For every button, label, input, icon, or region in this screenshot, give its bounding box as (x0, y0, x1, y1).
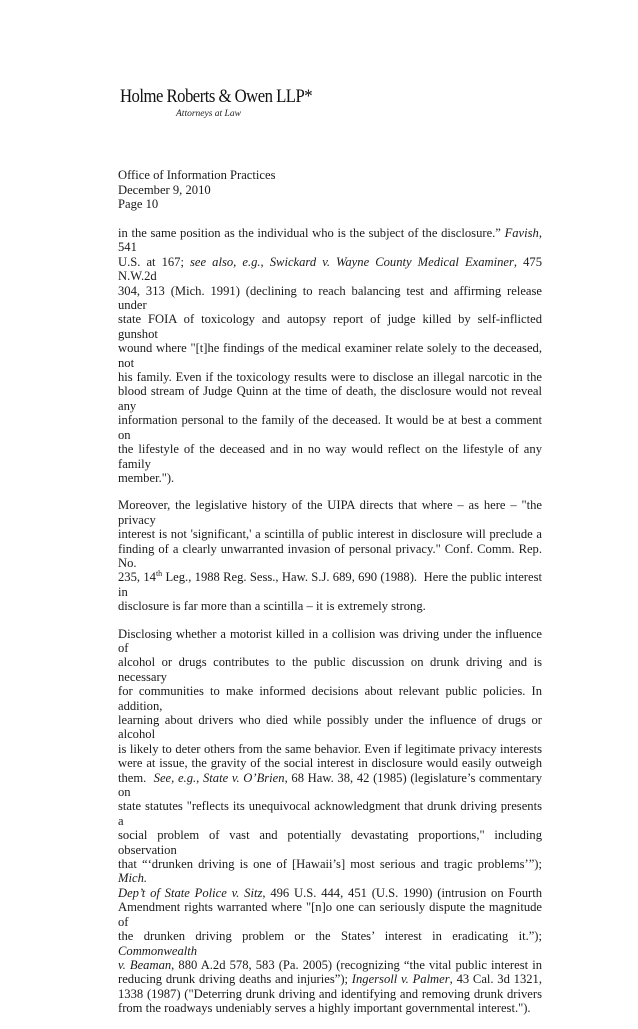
firm-name: Holme Roberts & Owen LLP* (120, 86, 313, 107)
body-line: in the same position as the individual who is the subject of the disclosure.” Favish, 541 (118, 226, 542, 255)
body-line: were at issue, the gravity of the social interest in disclosure would easily outweigh (118, 756, 542, 771)
body-line: finding of a clearly unwarranted invasion of personal privacy." Conf. Comm. Rep. No. (118, 541, 542, 570)
body-line: 1338 (1987) ("Deterring drunk driving and identifying and removing drunk drivers (118, 986, 542, 1001)
body-line: state statutes "reflects its unequivocal acknowledgment that drunk driving presents a (118, 799, 542, 828)
body-line: alcohol or drugs contributes to the public discussion on drunk driving and is necessary (118, 655, 542, 684)
body-line: Disclosing whether a motorist killed in a collision was driving under the influence of (118, 626, 542, 655)
body-line: his family. Even if the toxicology results were to disclose an illegal narcotic in the (118, 370, 542, 385)
body-line: Moreover, the legislative history of the UIPA directs that where – as here – "the privacy (118, 498, 542, 527)
body-line: U.S. at 167; see also, e.g., Swickard v. Wayne County Medical Examiner, 475 N.W.2d (118, 254, 543, 284)
body-line: interest is not 'significant,' a scintilla of public interest in disclosure will preclude a (118, 527, 542, 542)
body-line: wound where "[t]he findings of the medical examiner relate solely to the deceased, not (118, 341, 542, 370)
body-line: Amendment rights warranted where "[n]o one can seriously dispute the magnitude of (118, 900, 542, 929)
body-line: 235, 14th Leg., 1988 Reg. Sess., Haw. S.J. 689, 690 (1988). Here the public interest in (118, 569, 542, 599)
paragraph-1 (118, 226, 542, 485)
letter-body (118, 226, 542, 1029)
body-line: Dep’t of State Police v. Sitz, 496 U.S. 444, 451 (U.S. 1990) (intrusion on Fourth (118, 885, 543, 900)
body-line: them. See, e.g., State v. O’Brien, 68 Haw. 38, 42 (1985) (legislature’s commentary on (118, 770, 542, 800)
letter-date: December 9, 2010 (118, 182, 211, 197)
address-block (118, 168, 275, 212)
body-line: learning about drivers who died while possibly under the influence of drugs or alcohol (118, 713, 542, 742)
body-line: social problem of vast and potentially devastating proportions," including observation (118, 828, 542, 857)
body-line: v. Beaman, 880 A.2d 578, 583 (Pa. 2005) (recognizing “the vital public interest in (118, 957, 542, 972)
body-line: is likely to deter others from the same behavior. Even if legitimate privacy interests (118, 741, 542, 756)
letterhead (120, 86, 380, 119)
body-line: the lifestyle of the deceased and in no way would reflect on the lifestyle of any family (118, 442, 542, 471)
body-line: from the roadways undeniably serves a highly important governmental interest."). (118, 1001, 531, 1016)
recipient: Office of Information Practices (118, 168, 276, 182)
page-number: Page 10 (118, 197, 159, 212)
paragraph-2 (118, 498, 542, 613)
body-line: 304, 313 (Mich. 1991) (declining to reach balancing test and affirming release under (118, 283, 542, 313)
body-line: for communities to make informed decisions about relevant public policies. In addition, (118, 684, 542, 713)
firm-subtitle: Attorneys at Law (176, 109, 241, 119)
body-line: blood stream of Judge Quinn at the time of death, the disclosure would not reveal any (118, 384, 542, 413)
body-line: reducing drunk driving deaths and injuries”); Ingersoll v. Palmer, 43 Cal. 3d 1321, (118, 972, 542, 987)
body-line: that “‘drunken driving is one of [Hawaii’s] most serious and tragic problems’”); Mich. (118, 857, 542, 886)
body-line: information personal to the family of the deceased. It would be at best a comment on (118, 413, 542, 442)
body-line: member."). (118, 470, 175, 485)
body-line: state FOIA of toxicology and autopsy report of judge killed by self-inflicted gunshot (118, 312, 542, 341)
body-line: disclosure is far more than a scintilla – it is extremely strong. (118, 599, 426, 614)
body-line: the drunken driving problem or the States’ interest in eradicating it.”); Commonwealth (118, 929, 542, 958)
paragraph-3 (118, 627, 542, 1016)
